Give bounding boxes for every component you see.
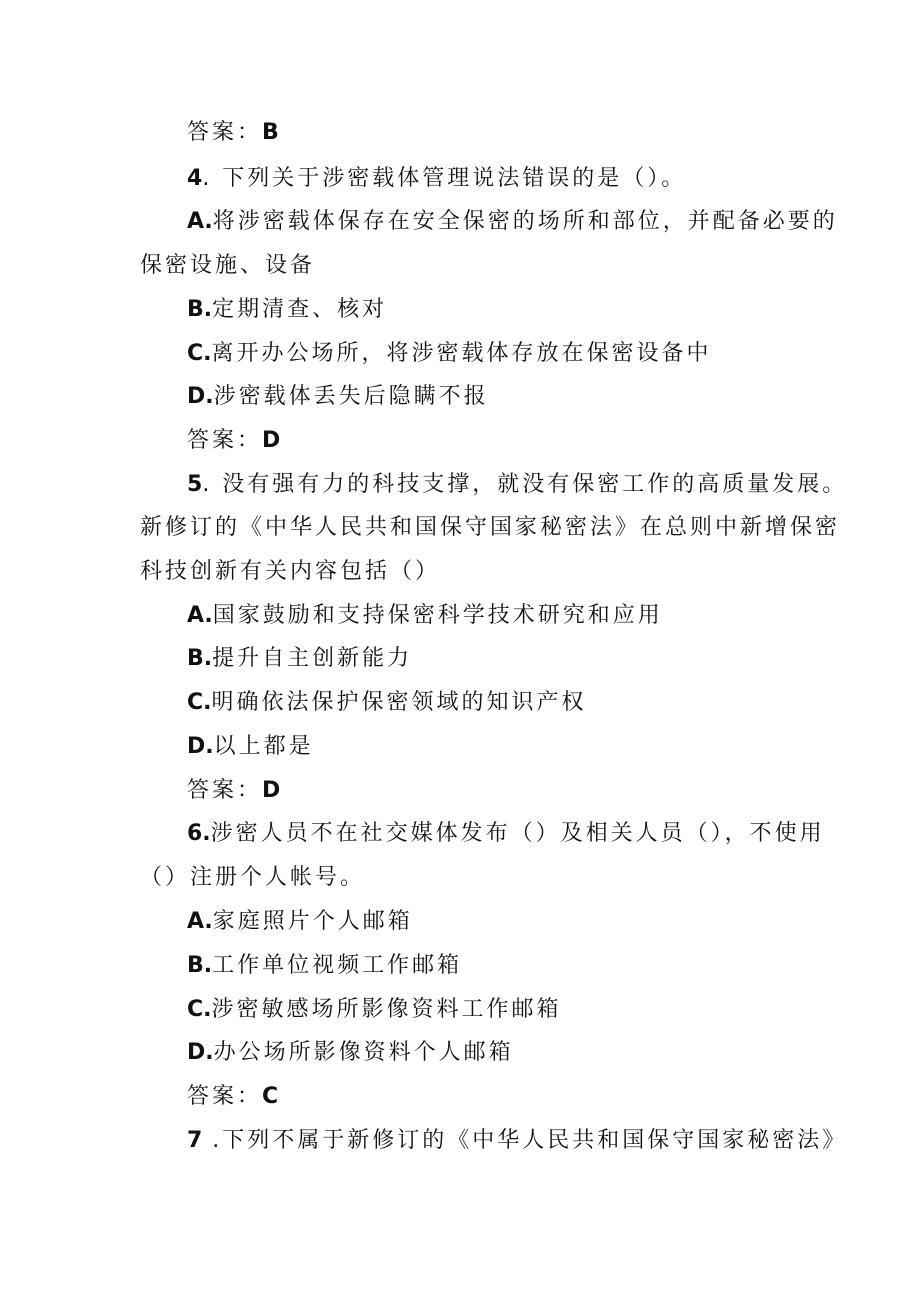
option-label: D. [187,384,214,409]
option-text: 国家鼓励和支持保密科学技术研究和应用 [212,603,663,628]
option-label: A. [187,909,213,934]
continuation-line: 新修订的《中华人民共和国保守国家秘密法》在总则中新增保密 [140,515,841,540]
option-label: A. [187,209,213,234]
question-line [187,471,847,499]
option-label: C. [187,690,212,715]
question-line [187,165,686,193]
option-line [187,340,712,368]
option-label: A. [187,603,213,628]
question-text: . 下列关于涉密载体管理说法错误的是（）。 [202,166,687,191]
answer-prefix: 答案： [187,1084,263,1109]
option-line [187,908,413,936]
question-number: 6. [187,821,211,846]
option-text: 离开办公场所，将涉密载体存放在保密设备中 [211,341,712,366]
option-label: C. [187,997,212,1022]
option-text: 家庭照片个人邮箱 [212,909,413,934]
answer-line [187,119,279,147]
option-line [187,296,387,324]
option-label: B. [187,297,213,322]
option-text: 涉密载体丢失后隐瞒不报 [213,384,489,409]
option-label: D. [187,734,214,759]
option-line [187,208,838,236]
option-line [187,1039,514,1067]
question-number: 5 [187,472,203,497]
answer-line [187,777,280,805]
option-line [187,645,412,673]
answer-line [187,1083,278,1111]
continuation-line: 科技创新有关内容包括（） [140,559,441,584]
question-text: 涉密人员不在社交媒体发布（）及相关人员（），不使用 [210,821,825,846]
question-text: . 没有强有力的科技支撑，就没有保密工作的高质量发展。 [202,472,848,497]
option-text: 明确依法保护保密领域的知识产权 [211,690,587,715]
option-text: 提升自主创新能力 [212,646,413,671]
option-line [187,996,562,1024]
question-line [187,1127,847,1155]
question-line [187,820,825,848]
answer-value: D [262,778,281,803]
answer-prefix: 答案： [187,120,263,145]
option-text: 办公场所影像资料个人邮箱 [213,1040,514,1065]
answer-prefix: 答案： [187,428,263,453]
option-line [187,689,587,717]
option-line [187,602,663,630]
option-line [187,383,489,411]
option-label: C. [187,341,212,366]
question-number: 4 [187,166,203,191]
continuation-line: （）注册个人帐号。 [140,865,366,890]
option-text: 工作单位视频工作邮箱 [212,953,463,978]
continuation-line: 保密设施、设备 [140,253,316,278]
option-text: 定期清查、核对 [212,297,388,322]
option-label: B. [187,953,213,978]
question-number: 7 [187,1128,203,1153]
answer-value: D [262,428,281,453]
answer-line [187,427,280,455]
answer-value: C [262,1084,279,1109]
option-label: D. [187,1040,214,1065]
option-line [187,733,314,761]
answer-prefix: 答案： [187,778,263,803]
question-text: .下列不属于新修订的《中华人民共和国保守国家秘密法》 [202,1128,848,1153]
option-text: 将涉密载体保存在安全保密的场所和部位，并配备必要的 [212,209,838,234]
option-text: 涉密敏感场所影像资料工作邮箱 [211,997,562,1022]
answer-value: B [262,120,279,145]
option-line [187,952,462,980]
option-label: B. [187,646,213,671]
option-text: 以上都是 [213,734,314,759]
